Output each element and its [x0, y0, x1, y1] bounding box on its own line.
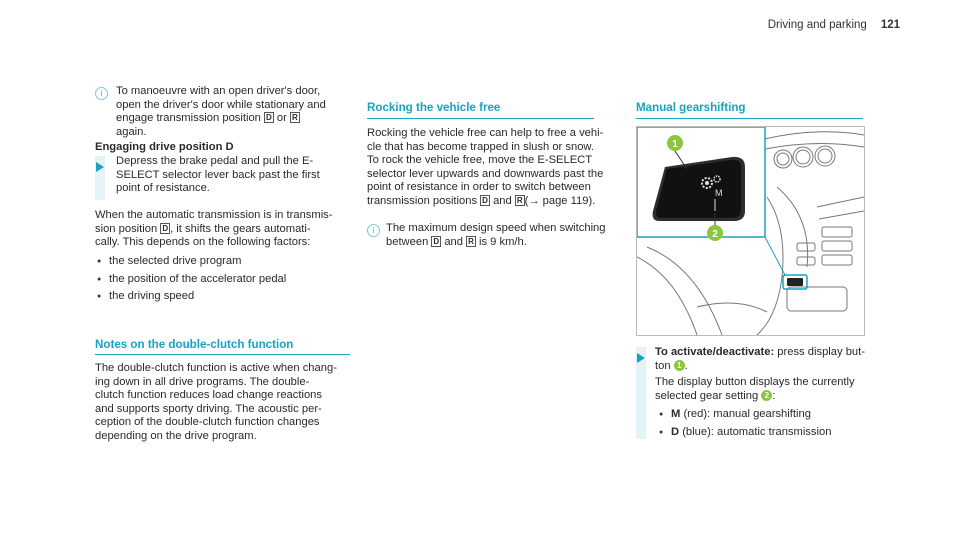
callout-1-label: 1: [672, 139, 678, 150]
page-header: [768, 19, 900, 31]
list-item: ● the driving speed: [97, 290, 357, 304]
dashboard-illustration: [636, 126, 865, 336]
list-item: ● the position of the accelerator pedal: [97, 273, 357, 287]
key-d-icon: D: [266, 113, 272, 123]
paragraph-line: depending on the drive program.: [95, 429, 257, 442]
step-arrow-icon: [96, 159, 104, 177]
description-line: selected gear setting 2 :: [655, 389, 776, 402]
double-clutch-paragraph: [95, 362, 357, 444]
paragraph-line: The double-clutch function is active when chang-: [95, 362, 337, 374]
heading-rule: [95, 354, 350, 355]
speed-note: [386, 222, 616, 249]
step-bold-text: To activate/deactivate:: [655, 346, 775, 358]
gear-key: M: [671, 408, 681, 420]
paragraph-line: [367, 195, 617, 209]
key-r-icon: R: [516, 195, 523, 205]
note-line: open the driver's door while stationary and: [116, 98, 326, 111]
description-line: The display button displays the currently: [655, 376, 855, 389]
callout-2-label: 2: [712, 229, 718, 240]
list-item: [659, 426, 869, 440]
description-text: selected gear setting: [655, 389, 759, 402]
note-text: between: [386, 235, 429, 248]
step-line: SELECT selector lever back past the first: [116, 168, 320, 181]
step-line: ton 1 .: [655, 359, 688, 372]
notes-heading: Notes on the double-clutch function: [95, 338, 294, 351]
gear-description: (blue): automatic transmission: [682, 425, 832, 438]
paragraph-line: clutch function reduces load change reactions: [95, 389, 323, 402]
paragraph-text: and: [493, 194, 512, 207]
paragraph-line: ception of the double-clutch function changes: [95, 416, 320, 429]
gear-setting-list: [659, 408, 869, 443]
key-r-icon: R: [468, 236, 474, 246]
note-line: [116, 112, 366, 126]
note-icon: i: [95, 86, 108, 104]
paragraph-text: transmission positions: [367, 194, 478, 207]
list-item: [659, 408, 869, 422]
rocking-heading: Rocking the vehicle free: [367, 101, 501, 114]
activate-step: [655, 346, 875, 403]
paragraph-line: cle that has become trapped in slush or snow.: [367, 140, 594, 153]
step-text: ton: [655, 359, 671, 372]
paragraph-line: point of resistance in order to switch between: [367, 181, 591, 194]
callout-2-icon: 2: [761, 390, 772, 401]
paragraph-line: selector lever upwards and downwards past the: [367, 167, 604, 180]
note-icon: i: [367, 223, 380, 241]
paragraph-line: cally. This depends on the following factors:: [95, 236, 311, 249]
manual-gearshifting-heading: Manual gearshifting: [636, 101, 746, 114]
step-arrow-icon: [637, 350, 645, 368]
note-text: is 9 km/h.: [478, 235, 527, 248]
list-item: ● the selected drive program: [97, 255, 357, 269]
note-line: To manoeuvre with an open driver's door,: [116, 85, 321, 97]
section-title: Driving and parking: [767, 19, 867, 31]
note-text: and: [444, 235, 463, 248]
display-m-label: M: [715, 188, 723, 198]
paragraph-text: sion position: [95, 222, 158, 235]
key-r-icon: R: [291, 113, 298, 123]
step-text: press display but-: [777, 346, 865, 358]
rocking-paragraph: [367, 127, 617, 209]
factors-list: [97, 255, 357, 308]
note-line: The maximum design speed when switching: [386, 222, 606, 234]
page-number: 121: [880, 19, 900, 31]
heading-rule: [636, 118, 863, 119]
step-line: Depress the brake pedal and pull the E-: [116, 155, 314, 167]
note-open-door: [116, 85, 366, 139]
paragraph-line: and supports sporty driving. The acoustic per-: [95, 402, 322, 415]
step-line: [655, 346, 875, 360]
auto-transmission-paragraph: [95, 209, 355, 250]
callout-1-icon: 1: [674, 360, 685, 371]
paragraph-line: Rocking the vehicle free can help to free a vehi-: [367, 127, 604, 139]
gear-key: D: [671, 425, 680, 438]
gear-description: (red): manual gearshifting: [683, 408, 811, 420]
key-d-icon: D: [433, 236, 440, 246]
note-line: again.: [116, 125, 147, 138]
step-brake: [116, 155, 356, 196]
paragraph-line: ing down in all drive programs. The double-: [95, 375, 310, 388]
paragraph-text: , it shifts the gears automati-: [170, 222, 311, 235]
engage-heading: Engaging drive position D: [95, 141, 234, 153]
step-line: point of resistance.: [116, 182, 210, 195]
page-reference-link[interactable]: (→ page 119).: [524, 194, 596, 207]
note-line: [386, 236, 616, 250]
key-d-icon: D: [482, 195, 488, 205]
paragraph-line: To rock the vehicle free, move the E-SELECT: [367, 154, 593, 167]
note-text: engage transmission position: [116, 112, 261, 125]
heading-rule: [367, 118, 594, 119]
paragraph-line: [95, 223, 355, 237]
paragraph-line: When the automatic transmission is in transmis-: [95, 209, 333, 221]
key-d-icon: D: [162, 223, 169, 233]
note-text: or: [276, 112, 287, 125]
